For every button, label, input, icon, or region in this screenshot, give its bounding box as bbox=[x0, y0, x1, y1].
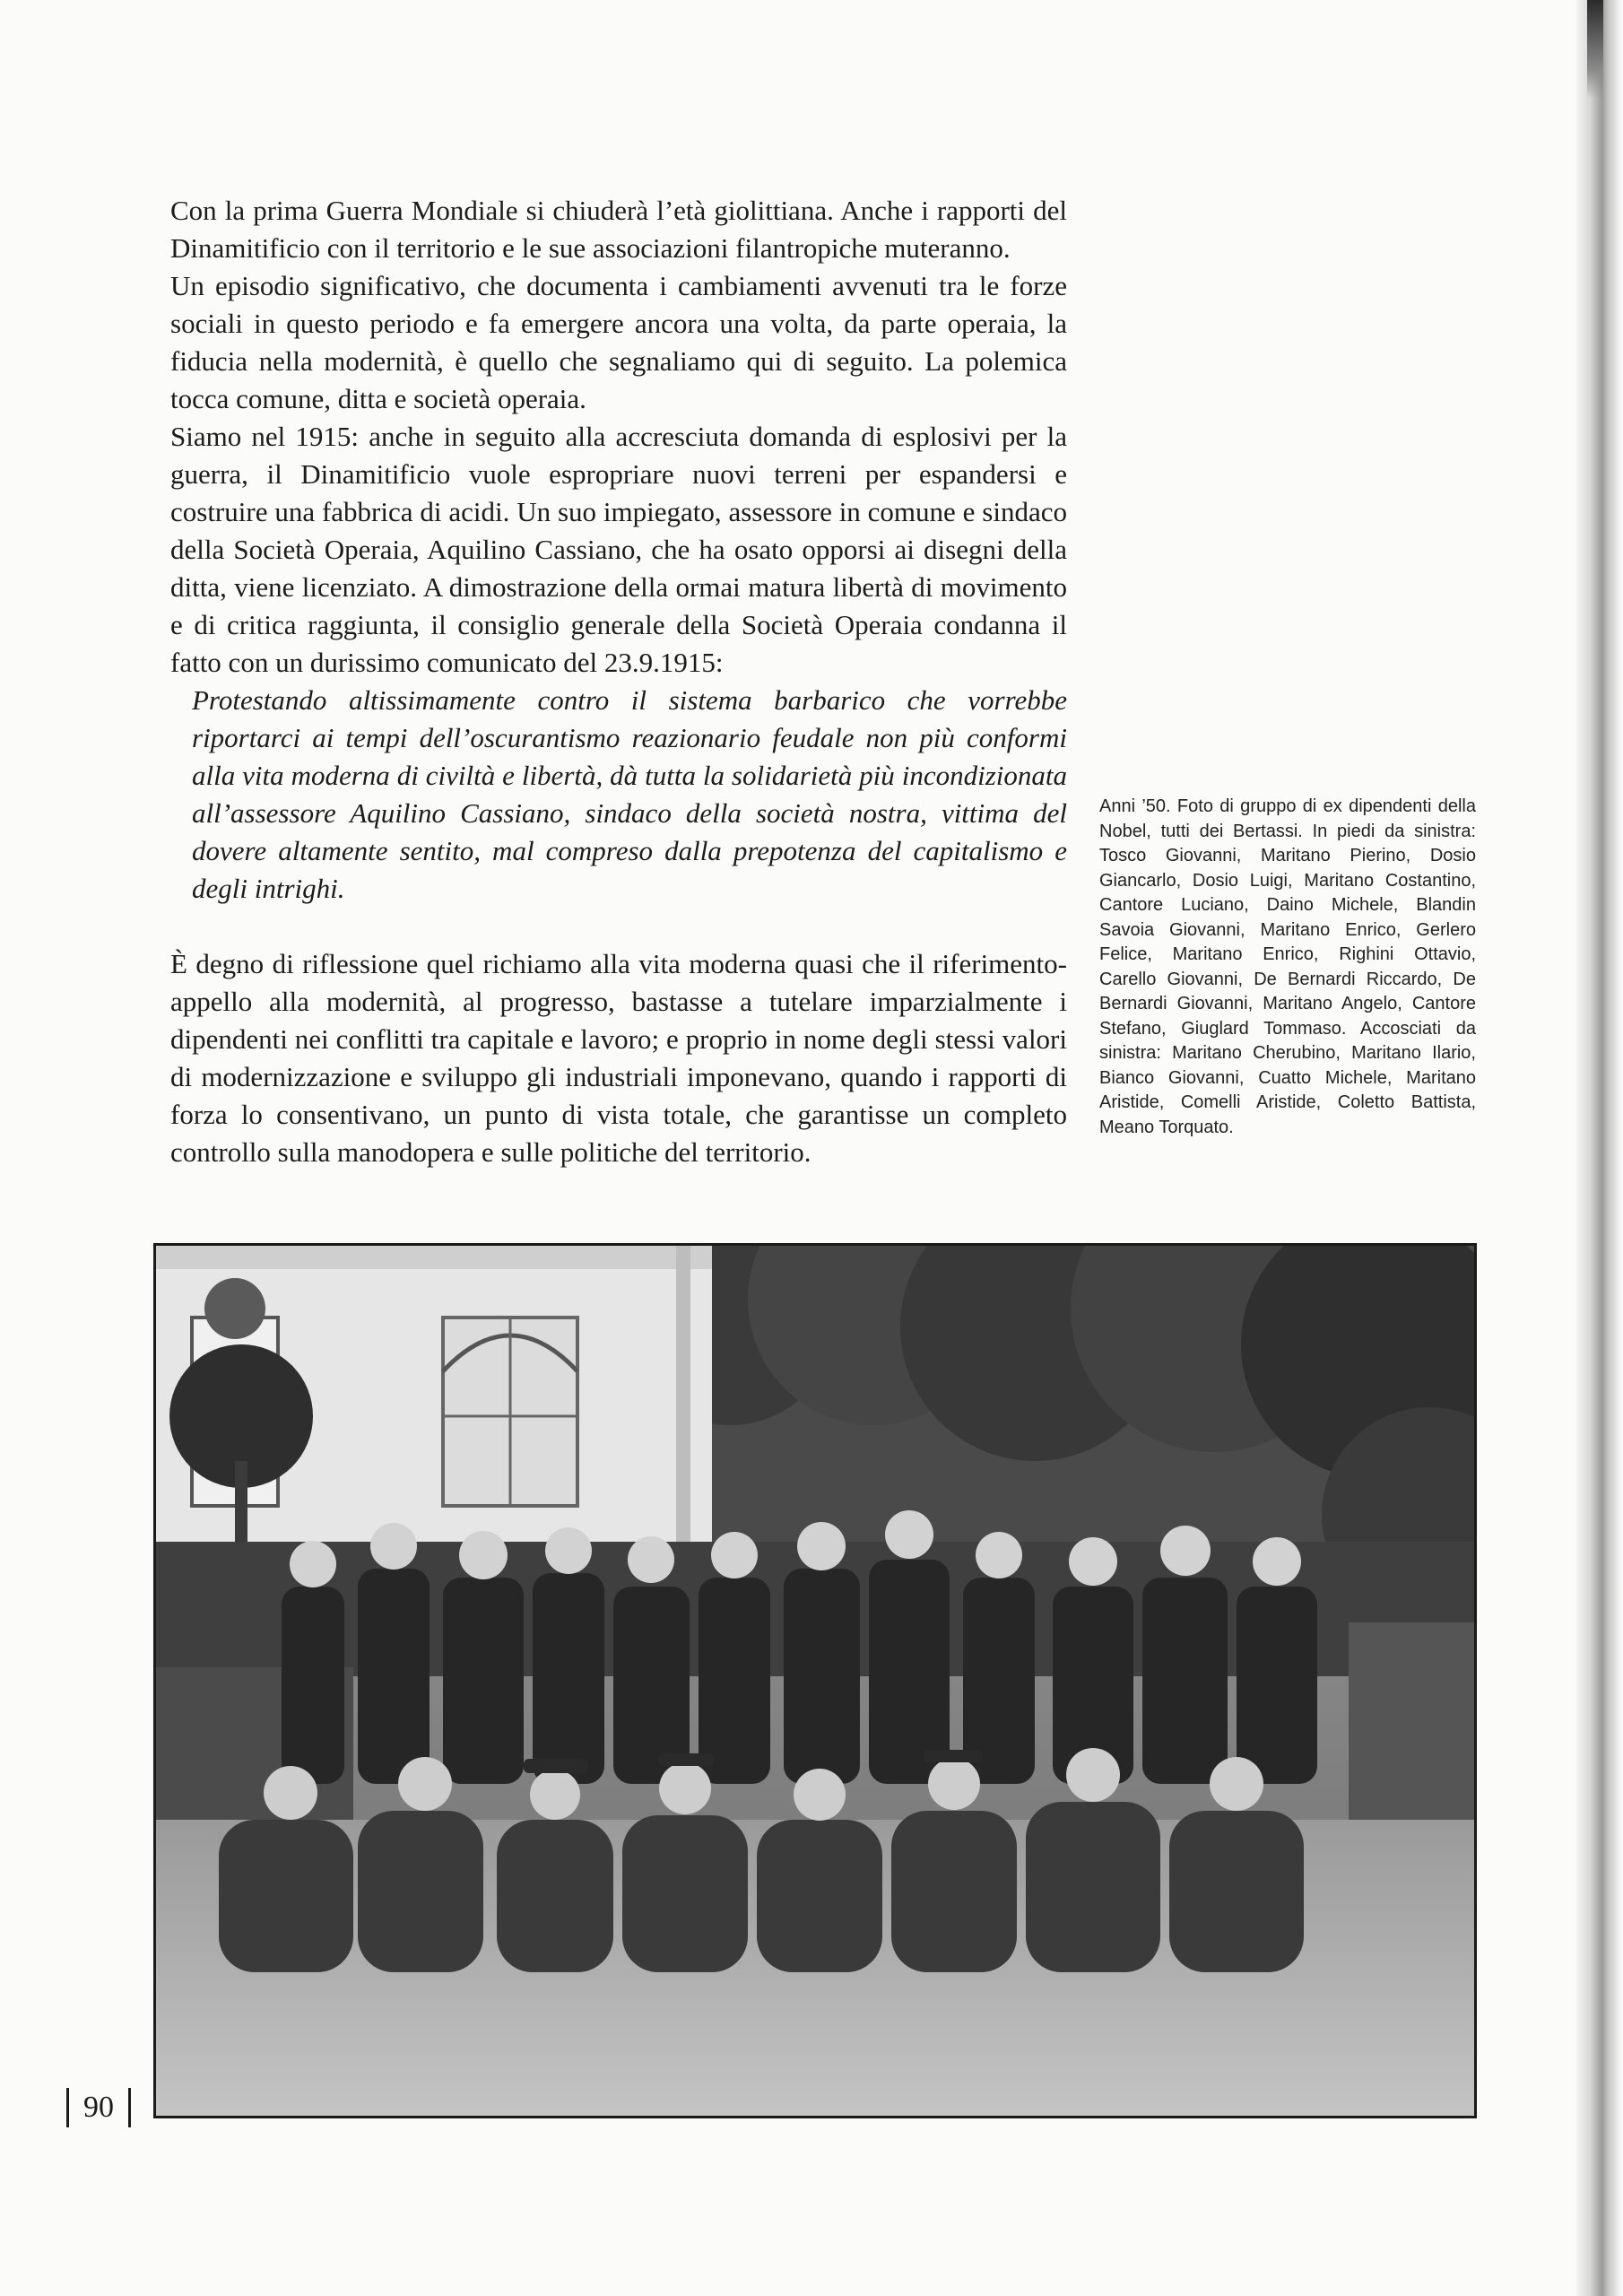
paragraph-2: Un episodio significativo, che documenta i cambiamenti avvenuti tra le forze sociali in questo periodo e fa emergere ancora una volta, da parte operaia, la fiducia nella modernità, è quello che segnaliamo qui di seguito. La polemica tocca comune, ditta e società operaia. bbox=[170, 270, 1067, 414]
page-number-text: 90 bbox=[83, 2091, 114, 2124]
paragraph-1: Con la prima Guerra Mondiale si chiuderà l’età giolittiana. Anche i rapporti del Dinamitificio con il territorio e le sue associazioni filantropiche muteranno. bbox=[170, 195, 1067, 264]
quoted-communique: Protestando altissimamente contro il sistema barbarico che vorrebbe riportarci ai tempi dell’oscurantismo reazionario feudale non più conformi alla vita moderna di civiltà e libertà, dà tutta la solidarietà più incondizionata all’assessore Aquilino Cassiano, sindaco della società nostra, vittima del dovere altamente sentito, mal compreso dalla prepotenza del capitalismo e degli intrighi. bbox=[192, 684, 1067, 904]
page-binding-edge bbox=[1587, 0, 1603, 99]
page-number-right-rule bbox=[128, 2088, 131, 2127]
group-photo bbox=[153, 1243, 1477, 2118]
main-text-column bbox=[170, 192, 1067, 1171]
paragraph-3: Siamo nel 1915: anche in seguito alla accresciuta domanda di esplosivi per la guerra, il Dinamitificio vuole espropriare nuovi terreni per espandersi e costruire una fabbrica di acidi. Un suo impiegato, assessore in comune e sindaco della Società Operaia, Aquilino Cassiano, che ha osato opporsi ai disegni della ditta, viene licenziato. A dimostrazione della ormai matura libertà di movimento e di critica raggiunta, il consiglio generale della Società Operaia condanna il fatto con un durissimo comunicato del 23.9.1915: bbox=[170, 421, 1067, 678]
photo-caption bbox=[1099, 795, 1476, 1140]
page-number bbox=[66, 2083, 131, 2133]
group-photo-image bbox=[156, 1246, 1474, 2116]
page-binding-shadow bbox=[1576, 0, 1623, 2296]
paragraph-4: È degno di riflessione quel richiamo alla vita moderna quasi che il riferimento-appello alla modernità, al progresso, bastasse a tutelare imparzialmente i dipendenti nei conflitti tra capitale e lavoro; e proprio in nome degli stessi valori di modernizzazione e sviluppo gli industriali imponevano, quando i rapporti di forza lo consentivano, un punto di vista totale, che garantisse un completo controllo sulla manodopera e sulle politiche del territorio. bbox=[170, 948, 1067, 1168]
caption-text: Anni ’50. Foto di gruppo di ex dipendenti della Nobel, tutti dei Bertassi. In piedi da sinistra: Tosco Giovanni, Maritano Pierino, Dosio Giancarlo, Dosio Luigi, Maritano Costantino, Cantore Luciano, Daino Michele, Blandin Savoia Giovanni, Maritano Enrico, Gerlero Felice, Maritano Enrico, Righini Ottavio, Carello Giovanni, De Bernardi Riccardo, De Bernardi Giovanni, Maritano Angelo, Cantore Stefano, Giuglard Tommaso. Accosciati da sinistra: Maritano Cherubino, Maritano Ilario, Bianco Giovanni, Cuatto Michele, Maritano Aristide, Comelli Aristide, Coletto Battista, Meano Torquato. bbox=[1099, 796, 1476, 1137]
